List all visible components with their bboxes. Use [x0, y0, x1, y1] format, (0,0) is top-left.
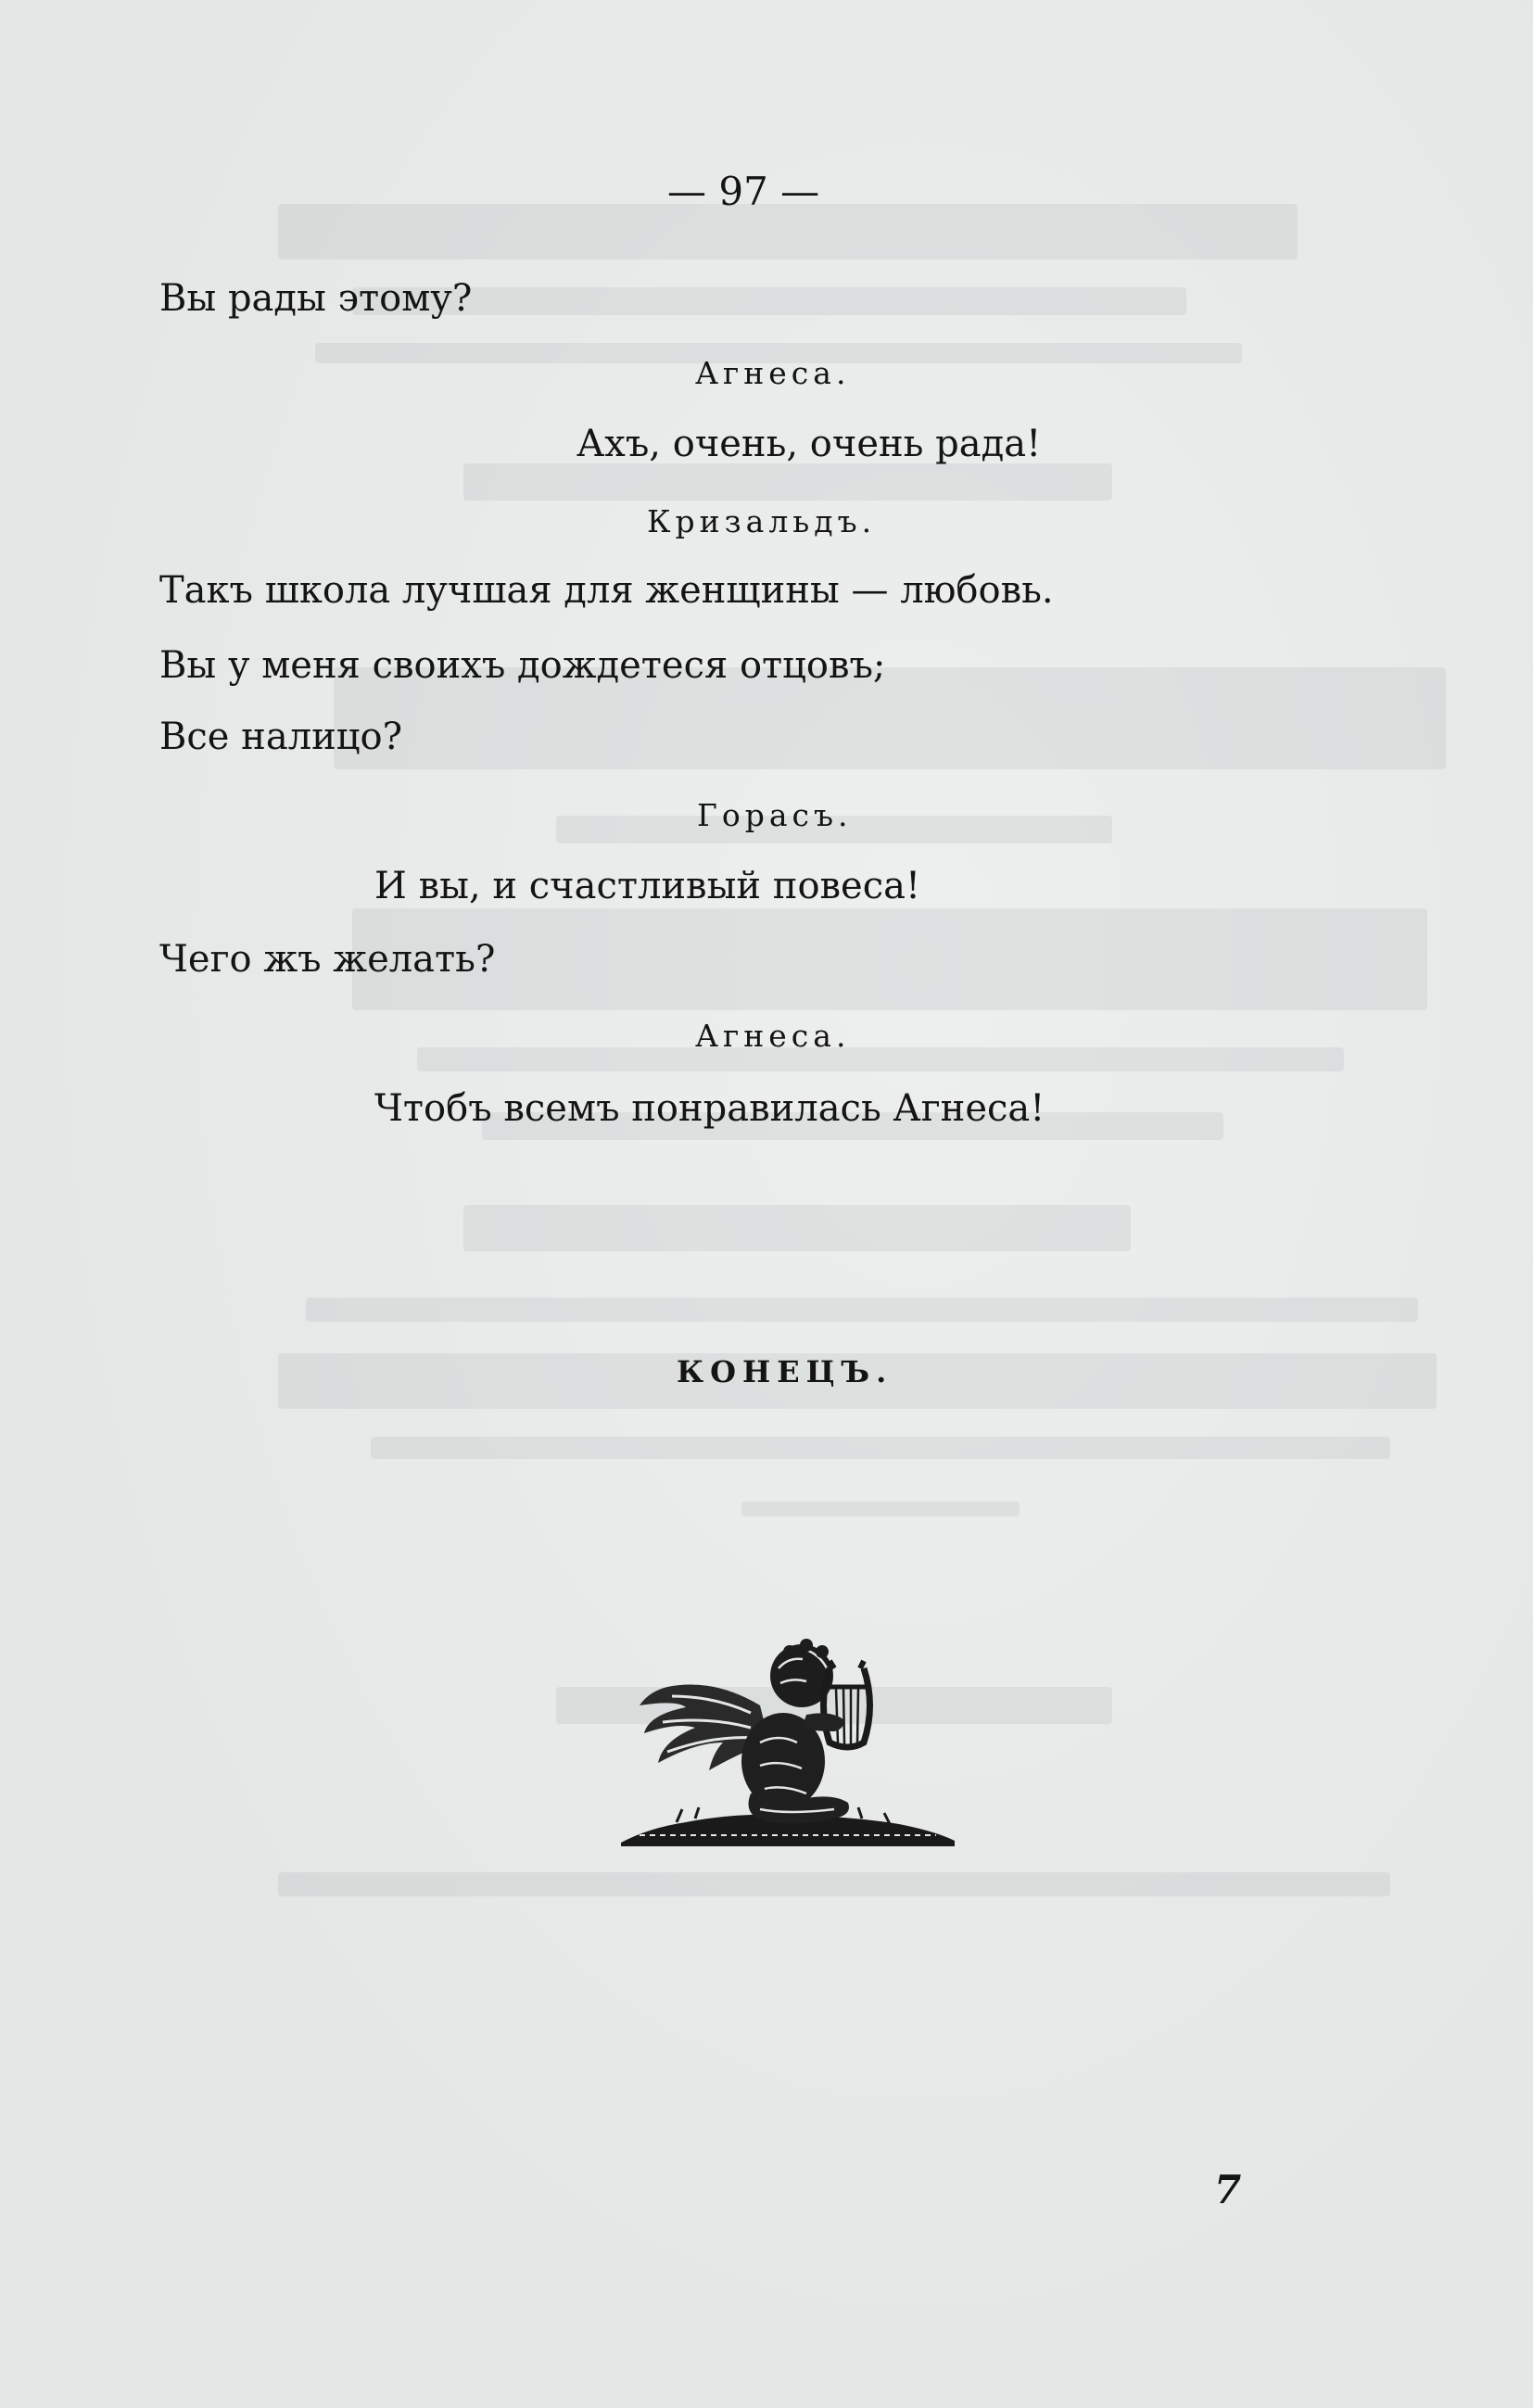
verse-line: Такъ школа лучшая для женщины — любовь.: [159, 569, 1054, 612]
verse-line: Все налицо?: [159, 716, 403, 758]
signature-mark: 7: [1214, 2167, 1242, 2212]
verse-line: Ахъ, очень, очень рада!: [576, 423, 1042, 465]
cherub-with-lyre-icon: [621, 1603, 955, 1854]
verse-line: Вы рады этому?: [159, 277, 473, 320]
verse-line: Чтобъ всемъ понравилась Агнеса!: [374, 1087, 1045, 1130]
speaker-name: Агнеса.: [695, 1018, 851, 1054]
end-marker: КОНЕЦЪ.: [677, 1354, 893, 1389]
verse-line: Чего жъ желать?: [159, 938, 496, 981]
verse-line: Вы у меня своихъ дождетеся отцовъ;: [159, 644, 886, 687]
page-number-header: — 97 —: [667, 169, 820, 214]
speaker-name: Горасъ.: [697, 797, 853, 833]
speaker-name: Кризальдъ.: [647, 503, 877, 539]
speaker-name: Агнеса.: [695, 355, 851, 391]
verse-line: И вы, и счастливый повеса!: [374, 865, 921, 907]
